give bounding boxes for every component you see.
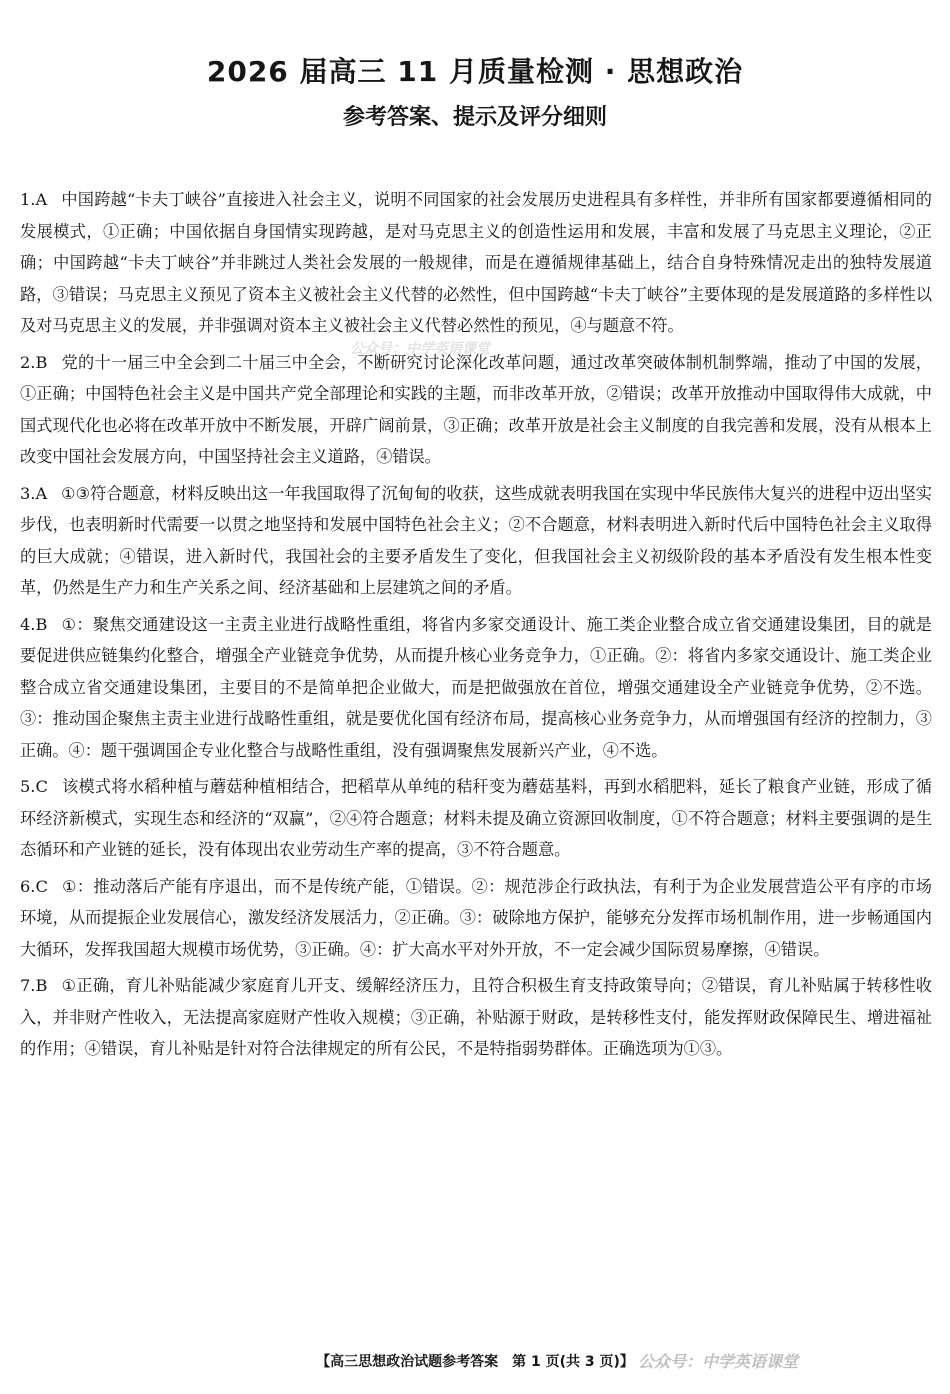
answer-item-2 <box>20 347 932 473</box>
answer-text: ①正确，育儿补贴能减少家庭育儿开支、缓解经济压力，且符合积极生育支持政策导向；②错误，育儿补贴属于转移性收入，并非财产性收入，无法提高家庭财产性收入规模；③正确，补贴源于财政，是转移性支付，能发挥财政保障民生、增进福祉的作用；④错误，育儿补贴是针对符合法律规定的所有公民，不是特指弱势群体。正确选项为①③。 <box>20 976 932 1058</box>
watermark-middle: 公众号：中学英语课堂 <box>350 341 490 357</box>
answer-text: 中国跨越“卡夫丁峡谷”直接进入社会主义，说明不同国家的社会发展历史进程具有多样性，并非所有国家都要遵循相同的发展模式，①正确；中国依据自身国情实现跨越，是对马克思主义的创造性运用和发展，丰富和发展了马克思主义理论，②正确；中国跨越“卡夫丁峡谷”并非跳过人类社会发展的一般规律，而是在遵循规律基础上，结合自身特殊情况走出的独特发展道路，③错误；马克思主义预见了资本主义被社会主义代替的必然性，但中国跨越“卡夫丁峡谷”主要体现的是发展道路的多样性以及对马克思主义的发展，并非强调对资本主义被社会主义代替必然性的预见，④与题意不符。 <box>20 190 932 335</box>
answer-list <box>20 184 932 1070</box>
answer-item-1 <box>20 184 932 342</box>
answer-item-4 <box>20 609 932 767</box>
answer-text: 该模式将水稻种植与蘑菇种植相结合，把稻草从单纯的秸秆变为蘑菇基料，再到水稻肥料，延长了粮食产业链，形成了循环经济新模式，实现生态和经济的“双赢”，②④符合题意；材料未提及确立资源回收制度，①不符合题意；材料主要强调的是生态循环和产业链的延长，没有体现出农业劳动生产率的提高，③不符合题意。 <box>20 777 932 859</box>
answer-text: ①③符合题意，材料反映出这一年我国取得了沉甸甸的收获，这些成就表明我国在实现中华民族伟大复兴的进程中迈出坚实步伐，也表明新时代需要一以贯之地坚持和发展中国特色社会主义；②不合题意，材料表明进入新时代后中国特色社会主义取得的巨大成就；④错误，进入新时代，我国社会的主要矛盾发生了变化，但我国社会主义初级阶段的基本矛盾没有发生根本性变革，仍然是生产力和生产关系之间、经济基础和上层建筑之间的矛盾。 <box>20 483 932 597</box>
answer-item-7 <box>20 970 932 1065</box>
answer-text: 党的十一届三中全会到二十届三中全会，不断研究讨论深化改革问题，通过改革突破体制机制弊端，推动了中国的发展，①正确；中国特色社会主义是中国共产党全部理论和实践的主题，而非改革开放，②错误；改革开放推动中国取得伟大成就，中国式现代化也必将在改革开放中不断发展，开辟广阔前景，③正确；改革开放是社会主义制度的自我完善和发展，没有从根本上改变中国社会发展方向，中国坚持社会主义道路，④错误。 <box>20 352 932 466</box>
answer-number: 6.C <box>20 876 48 896</box>
answer-item-5 <box>20 771 932 866</box>
answer-number: 1.A <box>20 190 48 209</box>
answer-number: 7.B <box>20 976 48 995</box>
answer-number: 5.C <box>20 777 48 796</box>
answer-number: 4.B <box>20 614 48 634</box>
answer-item-6 <box>20 871 932 966</box>
answer-number: 3.A <box>20 483 48 503</box>
page-footer: 【高三思想政治试题参考答案 第 1 页(共 3 页)】 <box>316 1354 634 1370</box>
watermark-bottom: 公众号：中学英语课堂 <box>638 1352 799 1371</box>
page-subtitle: 参考答案、提示及评分细则 <box>342 105 607 130</box>
answer-number: 2.B <box>20 352 48 372</box>
answer-text: ①：推动落后产能有序退出，而不是传统产能，①错误。②：规范涉企行政执法，有利于为企业发展营造公平有序的市场环境，从而提振企业发展信心，激发经济发展活力，②正确。③：破除地方保护，能够充分发挥市场机制作用，进一步畅通国内大循环，发挥我国超大规模市场优势，③正确。④：扩大高水平对外开放，不一定会减少国际贸易摩擦，④错误。 <box>20 876 932 959</box>
answer-item-3 <box>20 478 932 604</box>
page-title: 2026 届高三 11 月质量检测 · 思想政治 <box>206 55 744 88</box>
answer-text: ①：聚焦交通建设这一主责主业进行战略性重组，将省内多家交通设计、施工类企业整合成立省交通建设集团，目的就是要促进供应链集约化整合，增强全产业链竞争优势，从而提升核心业务竞争力，①正确。②：将省内多家交通设计、施工类企业整合成立省交通建设集团，主要目的不是简单把企业做大，而是把做强放在首位，增强交通建设全产业链竞争优势，②不选。③：推动国企聚焦主责主业进行战略性重组，就是要优化国有经济布局，提高核心业务竞争力，从而增强国有经济的控制力，③正确。④：题干强调国企专业化整合与战略性重组，没有强调聚焦发展新兴产业，④不选。 <box>20 614 932 760</box>
